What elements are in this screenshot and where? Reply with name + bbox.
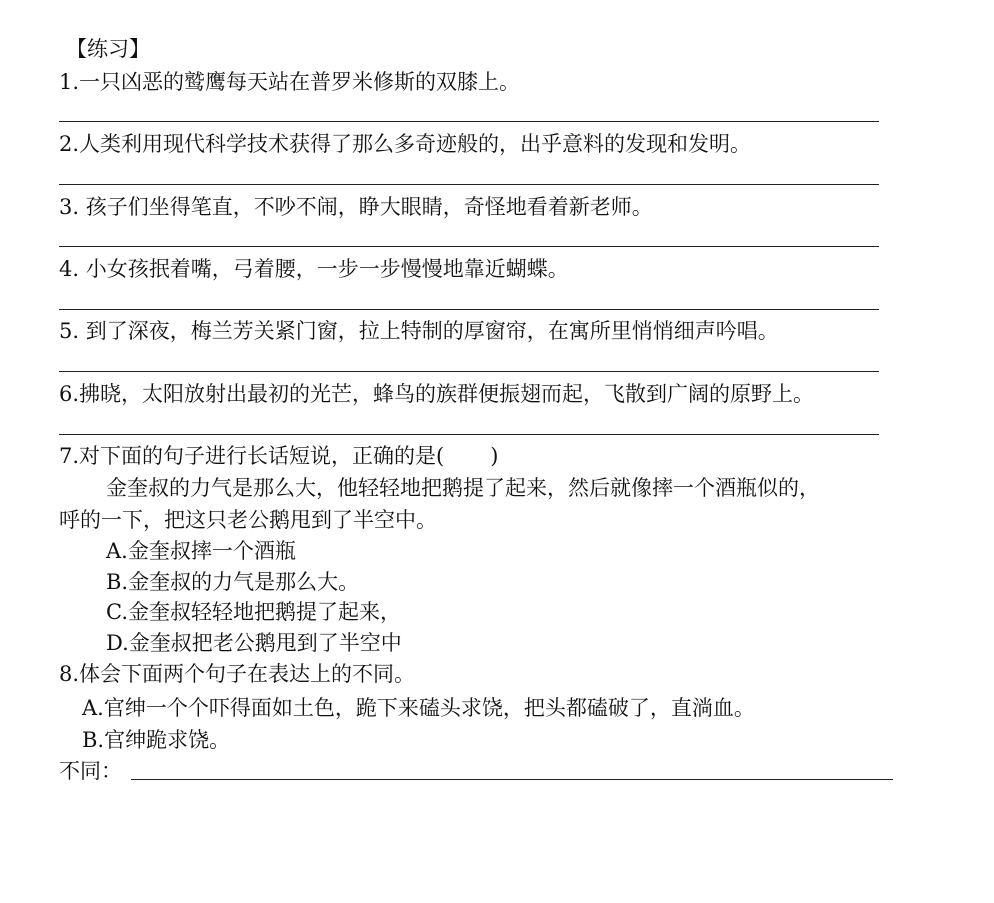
question-7-passage-line-1: 金奎叔的力气是那么大，他轻轻地把鹅提了起来，然后就像摔一个酒瓶似的， [106,476,820,500]
exercise-item-1: 1.一只凶恶的鹫鹰每天站在普罗米修斯的双膝上。 [59,70,521,94]
exercise-item-2: 2.人类利用现代科学技术获得了那么多奇迹般的，出乎意料的发现和发明。 [59,132,752,156]
question-7-option-d: D.金奎叔把老公鹅甩到了半空中 [106,631,402,655]
answer-line-3[interactable] [59,246,879,247]
question-8-option-b: B.官绅跪求饶。 [82,728,231,752]
answer-line-5[interactable] [59,371,879,372]
answer-line-4[interactable] [59,309,879,310]
question-7-prompt [59,442,498,470]
question-8-answer-line[interactable] [131,779,893,780]
question-8-answer-label: 不同： [59,759,122,783]
exercise-item-6: 6.拂晓，太阳放射出最初的光芒，蜂鸟的族群便振翅而起，飞散到广阔的原野上。 [59,382,815,406]
exercise-item-5: 5. 到了深夜，梅兰芳关紧门窗，拉上特制的厚窗帘，在寓所里悄悄细声吟唱。 [59,319,779,343]
question-7-passage-line-2: 呼的一下，把这只老公鹅甩到了半空中。 [59,508,437,532]
question-7-option-c: C.金奎叔轻轻地把鹅提了起来， [106,600,401,624]
question-7-prompt-end: ) [490,444,499,468]
question-8-prompt: 8.体会下面两个句子在表达上的不同。 [59,662,416,686]
exercise-item-4: 4. 小女孩抿着嘴，弓着腰，一步一步慢慢地靠近蝴蝶。 [59,257,569,281]
question-7-option-b: B.金奎叔的力气是那么大。 [106,570,360,594]
question-8-option-a: A.官绅一个个吓得面如土色，跪下来磕头求饶，把头都磕破了，直淌血。 [82,696,755,720]
exercise-item-3: 3. 孩子们坐得笔直，不吵不闹，睁大眼睛，奇怪地看着新老师。 [59,195,653,219]
answer-line-6[interactable] [59,434,879,435]
answer-line-1[interactable] [59,121,879,122]
question-7-prompt-start: 7.对下面的句子进行长话短说，正确的是( [59,444,445,468]
question-7-option-a: A.金奎叔摔一个酒瓶 [106,539,296,563]
heading: 【练习】 [66,37,150,61]
answer-line-2[interactable] [59,184,879,185]
